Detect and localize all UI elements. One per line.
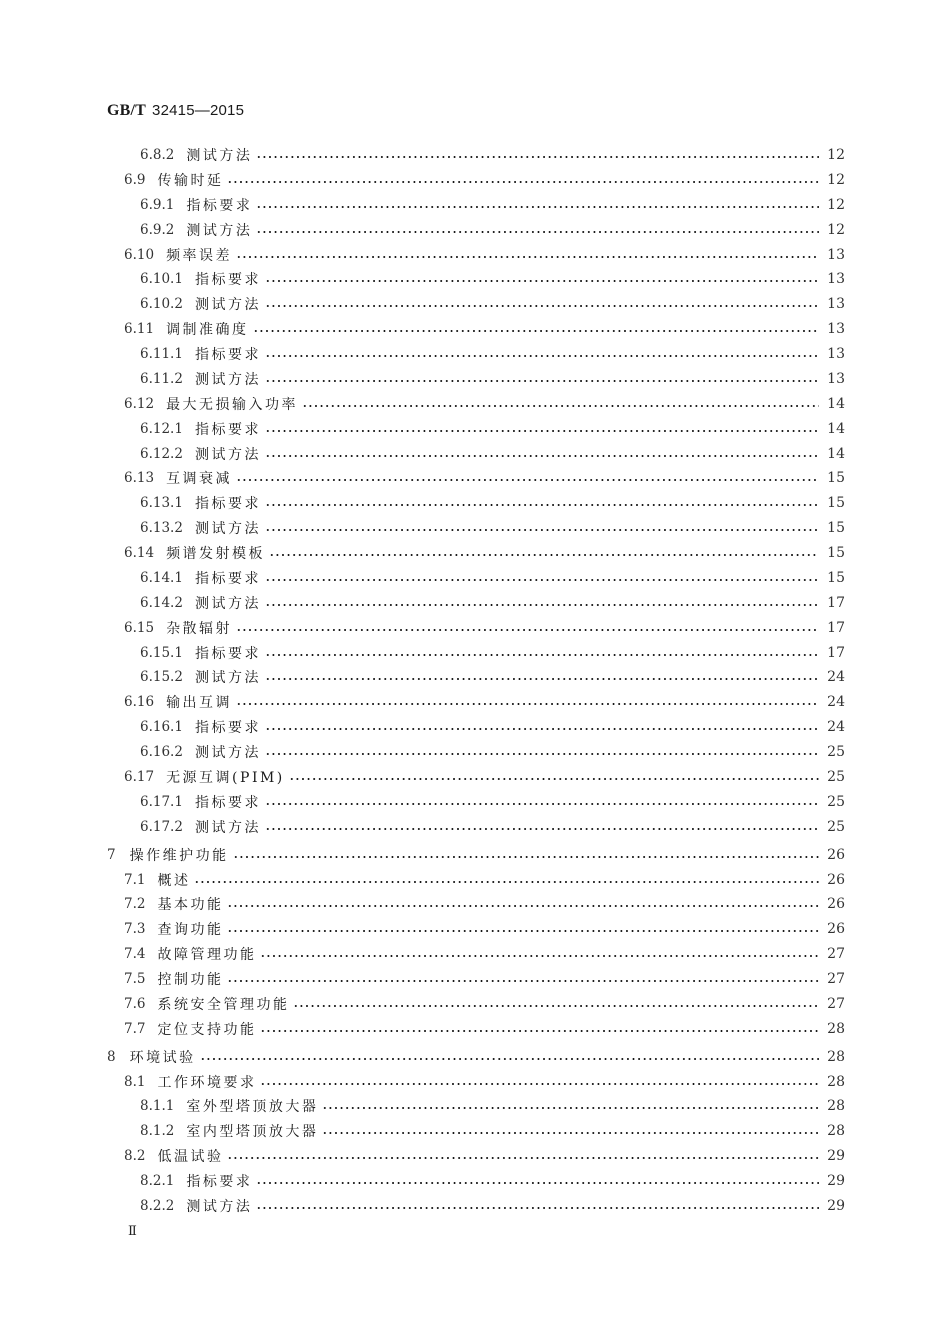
- dot-leader: [260, 944, 819, 964]
- toc-entry-page: 26: [827, 896, 845, 913]
- toc-entry-title: 控制功能: [157, 972, 224, 989]
- toc-entry-title: 输出互调: [166, 695, 233, 712]
- toc-entry-page: 15: [827, 470, 845, 487]
- toc-entry-title: 指标要求: [194, 570, 261, 587]
- dot-leader: [260, 1019, 819, 1039]
- toc-entry-page: 28: [827, 1048, 845, 1065]
- toc-entry[interactable]: [140, 1121, 845, 1141]
- toc-entry-page: 14: [827, 395, 845, 412]
- toc-entry[interactable]: [140, 493, 845, 513]
- toc-entry-page: 13: [827, 246, 845, 263]
- toc-entry-title: 概述: [157, 872, 191, 889]
- toc-entry-title: 测试方法: [194, 297, 261, 314]
- toc-entry-number: 8.2.1: [140, 1173, 175, 1190]
- dot-leader: [227, 969, 819, 989]
- dot-leader: [265, 667, 819, 687]
- toc-entry[interactable]: [140, 518, 845, 538]
- toc-entry-number: 7.7: [124, 1020, 146, 1037]
- toc-entry-title: 最大无损输入功率: [166, 396, 299, 413]
- document-header: [107, 101, 244, 120]
- dot-leader: [227, 894, 819, 914]
- toc-entry-number: 8.1: [124, 1073, 146, 1090]
- toc-entry[interactable]: [140, 419, 845, 439]
- dot-leader: [265, 369, 819, 389]
- toc-entry-title: 传输时延: [157, 172, 224, 189]
- toc-entry-page: 25: [827, 818, 845, 835]
- toc-entry[interactable]: [124, 618, 845, 638]
- dot-leader: [265, 419, 819, 439]
- toc-entry-page: 12: [827, 171, 845, 188]
- toc-entry[interactable]: [140, 717, 845, 737]
- toc-entry-title: 测试方法: [186, 1198, 253, 1215]
- toc-entry[interactable]: [140, 195, 845, 215]
- toc-entry-page: 29: [827, 1173, 845, 1190]
- toc-entry-number: 6.15.1: [140, 644, 183, 661]
- toc-entry-number: 7.4: [124, 946, 146, 963]
- toc-entry-title: 指标要求: [194, 645, 261, 662]
- dot-leader: [227, 170, 819, 190]
- toc-entry-title: 测试方法: [186, 148, 253, 164]
- toc-entry-title: 测试方法: [194, 371, 261, 388]
- dot-leader: [227, 1146, 819, 1166]
- dot-leader: [322, 1096, 819, 1116]
- toc-entry-page: 28: [827, 1098, 845, 1115]
- toc-entry-title: 室内型塔顶放大器: [186, 1124, 319, 1141]
- toc-entry-title: 指标要求: [194, 421, 261, 438]
- dot-leader: [265, 568, 819, 588]
- dot-leader: [236, 692, 819, 712]
- toc-entry[interactable]: [124, 468, 845, 488]
- dot-leader: [256, 145, 819, 165]
- dot-leader: [265, 643, 819, 663]
- toc-entry-number: 6.8.2: [140, 147, 175, 163]
- toc-entry-page: 27: [827, 971, 845, 988]
- dot-leader: [265, 742, 819, 762]
- toc-entry-number: 6.16.1: [140, 719, 183, 736]
- toc-entry-number: 6.13.2: [140, 520, 183, 537]
- toc-entry-number: 6.14.2: [140, 594, 183, 611]
- toc-entry[interactable]: [124, 894, 845, 914]
- toc-entry-number: 8: [107, 1048, 116, 1065]
- dot-leader: [256, 1196, 819, 1216]
- toc-entry-number: 7.5: [124, 971, 146, 988]
- toc-entry-page: 15: [827, 520, 845, 537]
- toc-entry-number: 6.13: [124, 470, 155, 487]
- dot-leader: [265, 792, 819, 812]
- toc-entry-page: 28: [827, 1123, 845, 1140]
- toc-entry-page: 24: [827, 694, 845, 711]
- toc-entry-number: 8.2: [124, 1148, 146, 1165]
- toc-entry[interactable]: [140, 294, 845, 314]
- toc-entry[interactable]: [140, 792, 845, 812]
- dot-leader: [293, 994, 819, 1014]
- standard-number: 32415—2015: [152, 102, 245, 119]
- toc-entry-title: 操作维护功能: [129, 847, 229, 864]
- dot-leader: [265, 444, 819, 464]
- dot-leader: [265, 717, 819, 737]
- toc-entry-page: 26: [827, 921, 845, 938]
- toc-entry-number: 6.16.2: [140, 744, 183, 761]
- toc-entry[interactable]: [124, 1019, 845, 1039]
- toc-entry-title: 指标要求: [194, 496, 261, 513]
- toc-entry[interactable]: [107, 845, 845, 865]
- toc-entry[interactable]: [140, 220, 845, 240]
- toc-entry-number: 6.14.1: [140, 569, 183, 586]
- toc-entry-page: 13: [827, 321, 845, 338]
- toc-entry-number: 7.6: [124, 995, 146, 1012]
- toc-entry-number: 6.9: [124, 171, 146, 188]
- toc-entry-page: 27: [827, 946, 845, 963]
- toc-entry-number: 6.17: [124, 769, 155, 785]
- toc-entry-page: 12: [827, 196, 845, 213]
- toc-entry-number: 6.10.1: [140, 271, 183, 288]
- toc-entry-number: 7.1: [124, 871, 146, 888]
- toc-entry[interactable]: [140, 593, 845, 613]
- dot-leader: [194, 870, 819, 890]
- toc-entry-title: 测试方法: [194, 819, 261, 836]
- toc-entry-title: 室外型塔顶放大器: [186, 1099, 319, 1116]
- toc-entry-page: 17: [827, 644, 845, 661]
- toc-entry-title: 系统安全管理功能: [157, 996, 290, 1013]
- toc-entry-page: 29: [827, 1148, 845, 1165]
- dot-leader: [236, 468, 819, 488]
- toc-entry-title: 无源互调(PIM): [166, 770, 285, 786]
- toc-entry[interactable]: [140, 1096, 845, 1116]
- toc-entry[interactable]: [124, 319, 845, 339]
- toc-entry[interactable]: [124, 944, 845, 964]
- toc-entry-title: 测试方法: [194, 521, 261, 538]
- toc-entry-page: 25: [827, 744, 845, 761]
- toc-entry-number: 6.13.1: [140, 495, 183, 512]
- dot-leader: [265, 817, 819, 837]
- toc-entry-title: 指标要求: [194, 347, 261, 364]
- toc-entry-number: 8.1.2: [140, 1123, 175, 1140]
- toc-entry-title: 测试方法: [194, 446, 261, 463]
- toc-entry-title: 杂散辐射: [166, 620, 233, 637]
- toc-entry-title: 指标要求: [194, 272, 261, 289]
- toc-entry-page: 28: [827, 1020, 845, 1037]
- toc-entry-number: 6.15.2: [140, 669, 183, 686]
- toc-entry-number: 7.3: [124, 921, 146, 938]
- dot-leader: [256, 1171, 819, 1191]
- toc-entry[interactable]: [124, 245, 845, 265]
- dot-leader: [265, 518, 819, 538]
- dot-leader: [322, 1121, 819, 1141]
- toc-entry[interactable]: [140, 444, 845, 464]
- toc-entry[interactable]: [140, 568, 845, 588]
- toc-entry[interactable]: [124, 994, 845, 1014]
- toc-entry-page: 13: [827, 296, 845, 313]
- toc-entry-number: 6.9.2: [140, 221, 175, 238]
- toc-entry-number: 6.11.1: [140, 346, 183, 363]
- toc-entry-page: 14: [827, 445, 845, 462]
- toc-entry-number: 6.11: [124, 321, 155, 338]
- toc-entry-page: 13: [827, 346, 845, 363]
- toc-entry-page: 15: [827, 569, 845, 586]
- dot-leader: [200, 1047, 819, 1067]
- toc-entry[interactable]: [140, 369, 845, 389]
- toc-entry-page: 15: [827, 495, 845, 512]
- toc-entry-title: 故障管理功能: [157, 947, 257, 964]
- toc-entry-number: 6.14: [124, 545, 155, 562]
- toc-entry-page: 13: [827, 271, 845, 288]
- toc-entry-title: 频谱发射模板: [166, 546, 266, 563]
- toc-entry-number: 6.10: [124, 246, 155, 263]
- toc-entry-page: 25: [827, 769, 845, 785]
- toc-entry-number: 6.12.2: [140, 445, 183, 462]
- toc-entry[interactable]: [124, 692, 845, 712]
- toc-entry-page: 17: [827, 619, 845, 636]
- toc-entry[interactable]: [124, 1072, 845, 1092]
- toc-entry[interactable]: [124, 170, 845, 190]
- toc-entry-title: 测试方法: [186, 222, 253, 239]
- toc-entry[interactable]: [140, 643, 845, 663]
- toc-entry-number: 8.1.1: [140, 1098, 175, 1115]
- toc-entry-title: 测试方法: [194, 670, 261, 687]
- toc-entry-title: 调制准确度: [166, 322, 249, 339]
- toc-entry-number: 6.10.2: [140, 296, 183, 313]
- dot-leader: [265, 493, 819, 513]
- dot-leader: [265, 593, 819, 613]
- toc-entry-title: 环境试验: [129, 1049, 196, 1066]
- dot-leader: [227, 919, 819, 939]
- toc-entry-title: 指标要求: [194, 720, 261, 737]
- toc-entry-page: 26: [827, 871, 845, 888]
- toc-entry-page: 26: [827, 846, 845, 863]
- dot-leader: [289, 767, 819, 787]
- toc-entry[interactable]: [140, 1196, 845, 1216]
- toc-entry[interactable]: [140, 269, 845, 289]
- dot-leader: [236, 618, 819, 638]
- toc-entry-page: 28: [827, 1073, 845, 1090]
- dot-leader: [256, 220, 819, 240]
- dot-leader: [233, 845, 819, 865]
- dot-leader: [269, 543, 819, 563]
- toc-entry-page: 12: [827, 147, 845, 163]
- toc-entry[interactable]: [124, 394, 845, 414]
- toc-entry-title: 基本功能: [157, 897, 224, 914]
- dot-leader: [256, 195, 819, 215]
- toc-entry[interactable]: [124, 870, 845, 890]
- toc-entry-title: 互调衰减: [166, 471, 233, 488]
- toc-entry-title: 指标要求: [186, 197, 253, 214]
- toc-entry[interactable]: [124, 767, 845, 787]
- toc-entry-title: 频率误差: [166, 247, 233, 264]
- toc-entry-title: 工作环境要求: [157, 1074, 257, 1091]
- page-number: Ⅱ: [128, 1224, 136, 1239]
- toc-entry-number: 6.9.1: [140, 196, 175, 213]
- toc-entry-page: 29: [827, 1197, 845, 1214]
- toc-entry-number: 6.17.2: [140, 818, 183, 835]
- toc-entry-title: 定位支持功能: [157, 1021, 257, 1038]
- dot-leader: [265, 344, 819, 364]
- toc-entry[interactable]: [140, 145, 845, 165]
- toc-entry-page: 15: [827, 545, 845, 562]
- standard-prefix: GB/T: [107, 102, 147, 119]
- toc-entry-title: 指标要求: [186, 1174, 253, 1191]
- toc-entry-page: 27: [827, 995, 845, 1012]
- toc-entry[interactable]: [107, 1047, 845, 1067]
- toc-entry-title: 低温试验: [157, 1149, 224, 1166]
- toc-entry[interactable]: [124, 543, 845, 563]
- toc-entry-title: 测试方法: [194, 595, 261, 612]
- toc-entry[interactable]: [124, 919, 845, 939]
- toc-entry[interactable]: [124, 969, 845, 989]
- toc-entry-number: 6.11.2: [140, 370, 183, 387]
- toc-entry-number: 7.2: [124, 896, 146, 913]
- toc-entry-number: 6.12: [124, 395, 155, 412]
- dot-leader: [253, 319, 819, 339]
- dot-leader: [265, 269, 819, 289]
- toc-entry-page: 13: [827, 370, 845, 387]
- toc-entry-title: 查询功能: [157, 922, 224, 939]
- dot-leader: [236, 245, 819, 265]
- toc-entry-page: 24: [827, 719, 845, 736]
- toc-entry[interactable]: [140, 742, 845, 762]
- dot-leader: [265, 294, 819, 314]
- toc-entry-page: 14: [827, 420, 845, 437]
- toc-entry-page: 12: [827, 221, 845, 238]
- toc-entry[interactable]: [140, 817, 845, 837]
- toc-entry-page: 24: [827, 669, 845, 686]
- toc-entry-number: 7: [107, 846, 116, 863]
- dot-leader: [302, 394, 819, 414]
- toc-entry[interactable]: [140, 1171, 845, 1191]
- toc-entry-number: 6.16: [124, 694, 155, 711]
- toc-entry-page: 17: [827, 594, 845, 611]
- toc-entry-number: 6.17.1: [140, 793, 183, 810]
- toc-entry[interactable]: [140, 344, 845, 364]
- toc-entry-title: 测试方法: [194, 745, 261, 762]
- toc-entry-number: 8.2.2: [140, 1197, 175, 1214]
- toc-entry-number: 6.15: [124, 619, 155, 636]
- toc-entry[interactable]: [124, 1146, 845, 1166]
- toc-entry-number: 6.12.1: [140, 420, 183, 437]
- toc-entry-title: 指标要求: [194, 794, 261, 811]
- dot-leader: [260, 1072, 819, 1092]
- toc-entry[interactable]: [140, 667, 845, 687]
- toc-entry-page: 25: [827, 793, 845, 810]
